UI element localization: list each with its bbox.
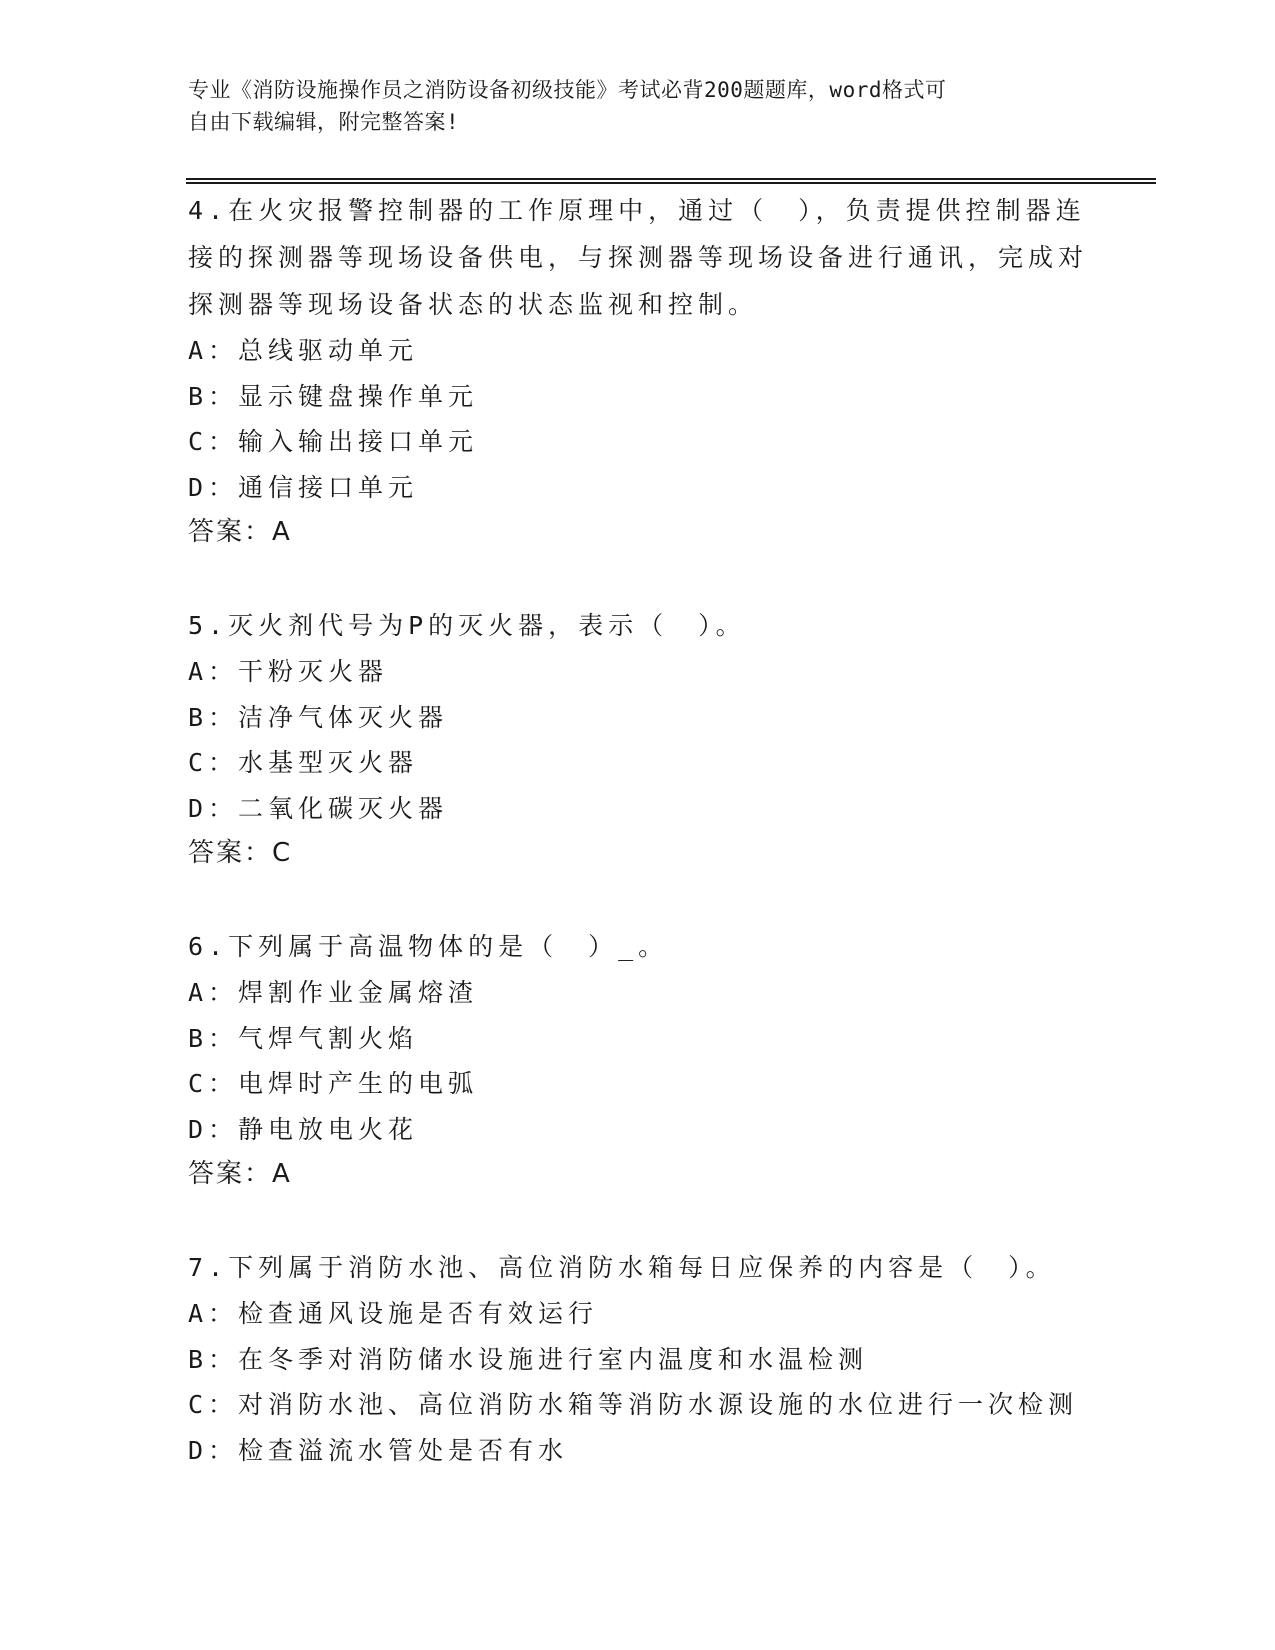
answer-label: 答案：A xyxy=(188,517,292,547)
rule-line-top xyxy=(186,178,1156,180)
option-a: A：焊割作业金属熔渣 xyxy=(188,978,479,1007)
question-stem: 4.在火灾报警控制器的工作原理中，通过（ ），负责提供控制器连 xyxy=(188,196,1086,225)
question-4 xyxy=(188,187,1088,555)
question-stem: 6.下列属于高温物体的是（ ）_。 xyxy=(188,932,669,961)
question-7 xyxy=(188,1244,1088,1473)
document-header xyxy=(188,74,1088,138)
question-spacer xyxy=(188,1197,1088,1244)
question-list xyxy=(188,187,1088,1473)
question-spacer xyxy=(188,876,1088,923)
answer-label: 答案：C xyxy=(188,838,293,868)
answer-label: 答案：A xyxy=(188,1159,292,1189)
option-c: C：对消防水池、高位消防水箱等消防水源设施的水位进行一次检测 xyxy=(188,1390,1079,1419)
question-stem: 接的探测器等现场设备供电，与探测器等现场设备进行通讯，完成对 xyxy=(188,243,1089,272)
option-d: D：二氧化碳灭火器 xyxy=(188,793,449,823)
header-double-rule xyxy=(186,178,1156,184)
option-a: A：干粉灭火器 xyxy=(188,657,389,686)
option-b: B：洁净气体灭火器 xyxy=(188,702,449,732)
option-c: C：水基型灭火器 xyxy=(188,748,419,777)
option-b: B：在冬季对消防储水设施进行室内温度和水温检测 xyxy=(188,1344,869,1374)
option-c: C：电焊时产生的电弧 xyxy=(188,1069,479,1098)
header-line-1: 专业《消防设施操作员之消防设备初级技能》考试必背200题题库，word格式可 xyxy=(188,78,947,102)
option-b: B：气焊气割火焰 xyxy=(188,1023,419,1053)
option-d: D：检查溢流水管处是否有水 xyxy=(188,1435,569,1465)
rule-line-bottom xyxy=(186,182,1156,184)
question-stem: 5.灭火剂代号为P的灭火器，表示（ ）。 xyxy=(188,611,746,640)
question-stem: 7.下列属于消防水池、高位消防水箱每日应保养的内容是（ ）。 xyxy=(188,1253,1056,1282)
question-stem: 探测器等现场设备状态的状态监视和控制。 xyxy=(188,290,759,319)
question-6 xyxy=(188,923,1088,1197)
option-c: C：输入输出接口单元 xyxy=(188,427,479,456)
option-d: D：静电放电火花 xyxy=(188,1114,419,1144)
option-a: A：检查通风设施是否有效运行 xyxy=(188,1299,599,1328)
option-b: B：显示键盘操作单元 xyxy=(188,381,479,411)
header-line-2: 自由下载编辑，附完整答案! xyxy=(188,110,460,134)
question-spacer xyxy=(188,555,1088,602)
option-d: D：通信接口单元 xyxy=(188,472,419,502)
question-5 xyxy=(188,602,1088,876)
option-a: A：总线驱动单元 xyxy=(188,336,419,365)
